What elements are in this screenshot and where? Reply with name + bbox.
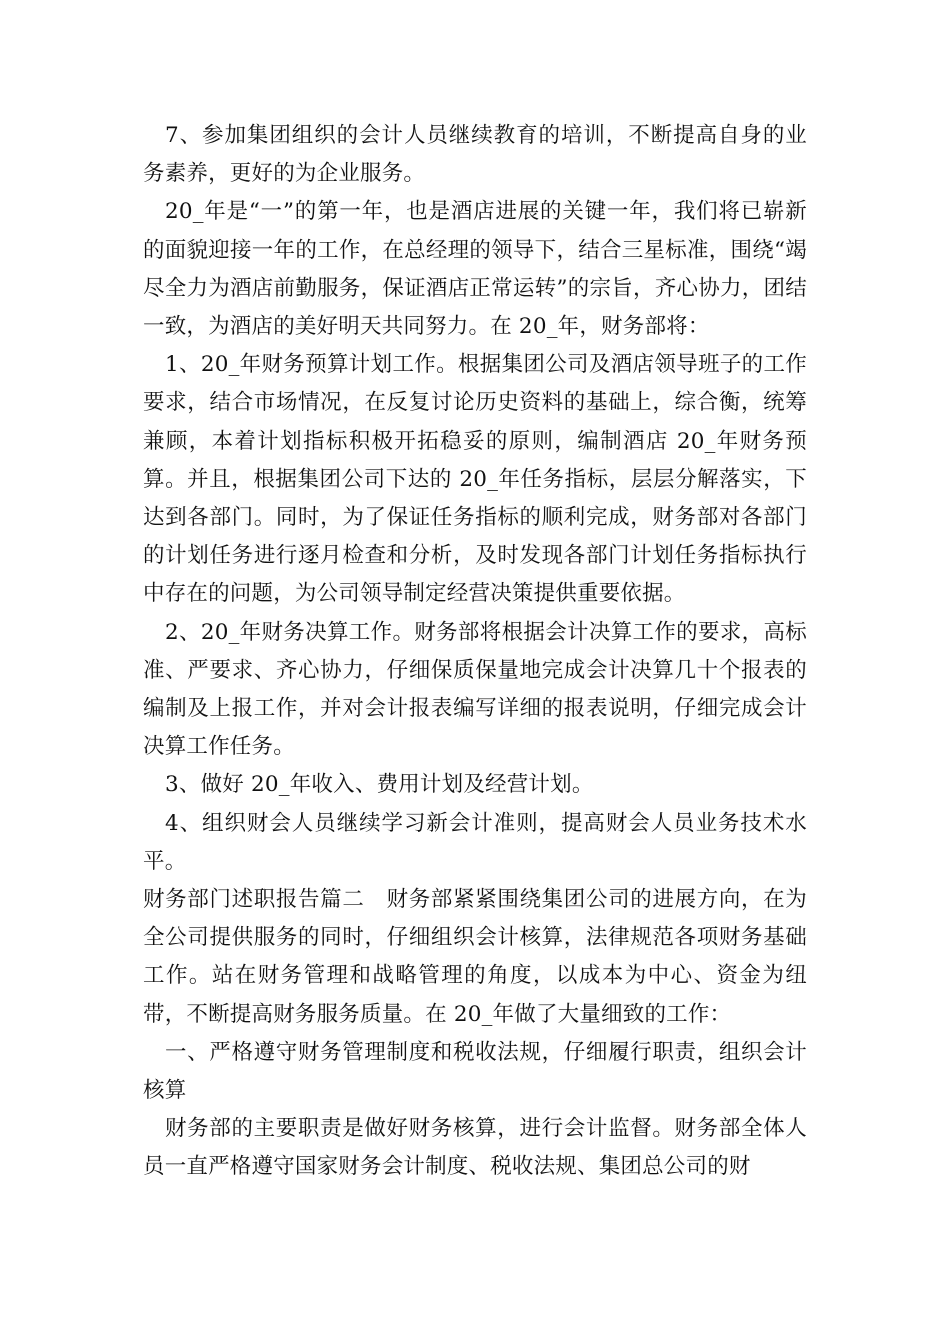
paragraph-item-2-final-accounts: 2、20_年财务决算工作。财务部将根据会计决算工作的要求，高标准、严要求、齐心协力，仔细保质保量地完成会计决算几十个报表的编制及上报工作，并对会计报表编写详细的报表说明，仔细完成会计决算工作任务。	[143, 619, 807, 760]
paragraph-item-3-plan: 3、做好 20_年收入、费用计划及经营计划。	[165, 772, 594, 798]
paragraph-year-intro: 20_年是“一”的第一年，也是酒店进展的关键一年，我们将已崭新的面貌迎接一年的工作，在总经理的领导下，结合三星标准，围绕“竭尽全力为酒店前勤服务，保证酒店正常运转”的宗旨，齐心协力，团结一致，为酒店的美好明天共同努力。在 20_年，财务部将：	[143, 199, 807, 340]
document-body	[143, 117, 807, 1187]
section-heading-one: 一、严格遵守财务管理制度和税收法规，仔细履行职责，组织会计核算	[143, 1039, 807, 1104]
paragraph-report-part-two: 财务部门述职报告篇二 财务部紧紧围绕集团公司的进展方向，在为全公司提供服务的同时，仔细组织会计核算，法律规范各项财务基础工作。站在财务管理和战略管理的角度，以成本为中心、资金为纽带，不断提高财务服务质量。在 20_年做了大量细致的工作：	[143, 887, 807, 1027]
paragraph-item-4-training: 4、组织财会人员继续学习新会计准则，提高财会人员业务技术水平。	[143, 810, 807, 874]
paragraph-main-duties: 财务部的主要职责是做好财务核算，进行会计监督。财务部全体人员一直严格遵守国家财务会计制度、税收法规、集团总公司的财	[143, 1116, 807, 1180]
paragraph-item-7: 7、参加集团组织的会计人员继续教育的培训，不断提高自身的业务素养，更好的为企业服务。	[143, 123, 807, 187]
paragraph-item-1-budget: 1、20_年财务预算计划工作。根据集团公司及酒店领导班子的工作要求，结合市场情况，在反复讨论历史资料的基础上，综合衡，统筹兼顾，本着计划指标积极开拓稳妥的原则，编制酒店 20_年财务预算。并且，根据集团公司下达的 20_年任务指标，层层分解落实，下达到各部门。同时，为了保证任务指标的顺利完成，财务部对各部门的计划任务进行逐月检查和分析，及时发现各部门计划任务指标执行中存在的问题，为公司领导制定经营决策提供重要依据。	[143, 352, 807, 607]
